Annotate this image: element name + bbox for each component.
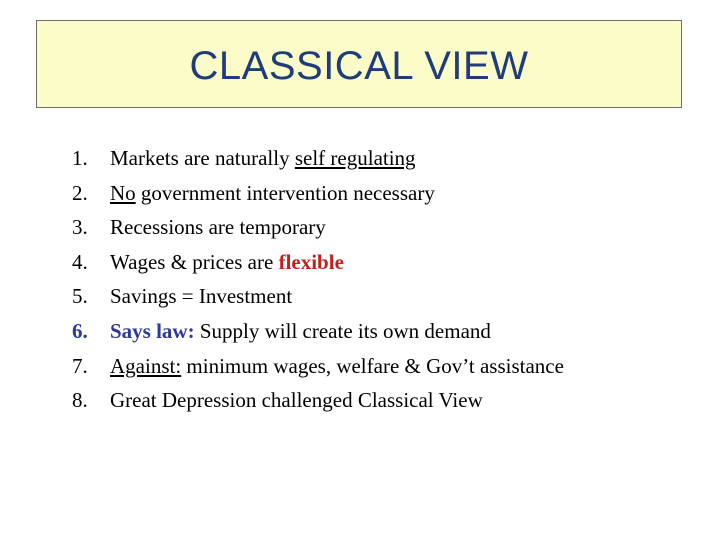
item-text: Says law: Supply will create its own demand	[110, 318, 491, 343]
highlighted-term: flexible	[278, 249, 344, 274]
item-number: 8.	[72, 388, 88, 413]
underlined-text: self regulating	[294, 146, 416, 170]
underlined-text: No	[110, 180, 136, 205]
list-item-8	[72, 386, 564, 421]
list-item-2	[72, 179, 564, 214]
item-text: Against: minimum wages, welfare & Gov’t assistance	[110, 353, 564, 378]
list-item-3	[72, 213, 564, 248]
item-text: Recessions are temporary	[110, 215, 326, 240]
list-item-5	[72, 282, 564, 317]
item-text: Wages & prices are flexible	[110, 249, 344, 274]
highlighted-term: Says law:	[110, 318, 195, 343]
item-text: Savings = Investment	[110, 284, 293, 309]
item-number: 3.	[72, 215, 88, 240]
points-list	[72, 144, 564, 421]
list-item-4	[72, 248, 564, 283]
item-text: No government intervention necessary	[110, 180, 435, 205]
list-item-7	[72, 352, 564, 387]
underlined-text: Against:	[110, 353, 182, 378]
item-text: Markets are naturally self regulating	[110, 146, 416, 170]
item-number: 5.	[72, 284, 88, 309]
item-number: 4.	[72, 249, 88, 274]
slide-title: CLASSICAL VIEW	[189, 44, 529, 88]
item-text: Great Depression challenged Classical View	[110, 388, 483, 413]
list-item-6	[72, 317, 564, 352]
item-number: 2.	[72, 180, 88, 205]
list-item-1	[72, 144, 564, 179]
item-number: 1.	[72, 146, 88, 170]
item-number: 7.	[72, 353, 88, 378]
title-box	[36, 20, 682, 108]
item-number: 6.	[72, 318, 88, 343]
